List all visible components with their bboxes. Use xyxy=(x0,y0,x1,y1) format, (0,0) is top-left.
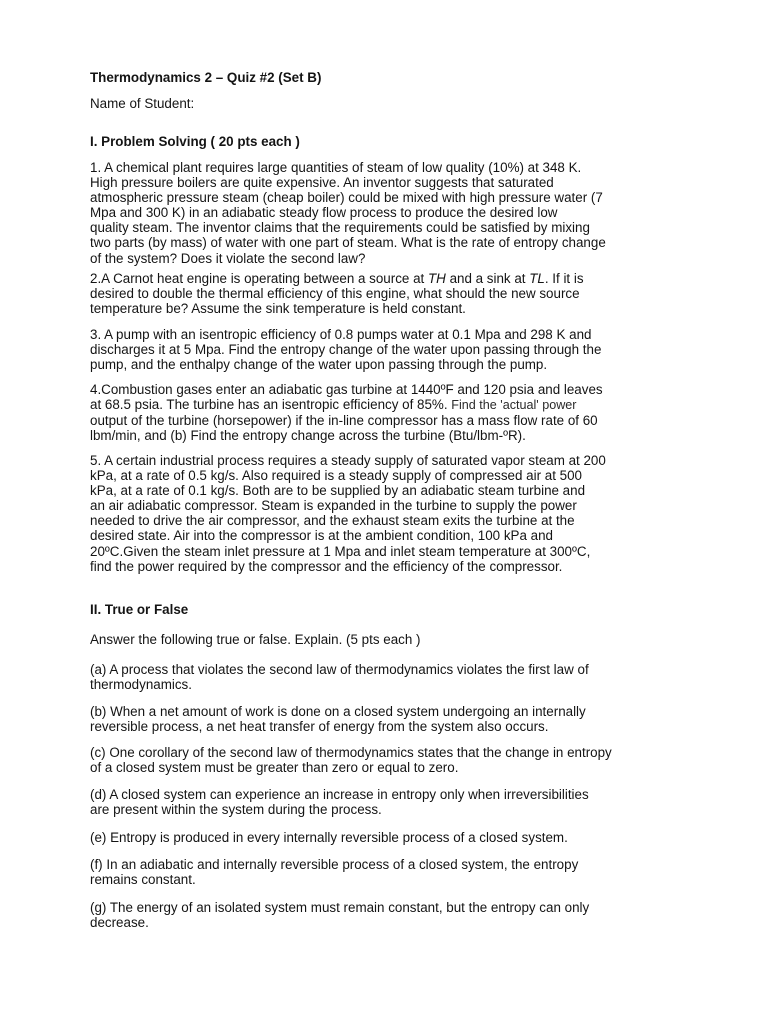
question-4-text: at 68.5 psia. The turbine has an isentropic efficiency of 85%. xyxy=(90,397,452,413)
question-5-line: an air adiabatic compressor. Steam is expanded in the turbine to supply the power xyxy=(90,498,577,514)
question-2-line: temperature be? Assume the sink temperature is held constant. xyxy=(90,301,466,317)
question-2-text: and a sink at xyxy=(445,271,530,286)
question-2-text: . If it is xyxy=(544,271,584,286)
question-5-line: kPa, at a rate of 0.5 kg/s. Also required is a steady supply of compressed air at 500 xyxy=(90,468,583,484)
question-2 xyxy=(90,271,584,316)
true-false-item-d xyxy=(90,787,589,817)
document-title: Thermodynamics 2 – Quiz #2 (Set B) xyxy=(90,70,322,85)
true-false-item-g xyxy=(90,900,589,930)
question-1-line: High pressure boilers are quite expensive. An inventor suggests that saturated xyxy=(90,175,554,191)
true-false-item-e xyxy=(90,830,568,845)
question-5-line: kPa, at a rate of 0.1 kg/s. Both are to be supplied by an adiabatic steam turbine and xyxy=(90,483,586,499)
question-3-line: discharges it at 5 Mpa. Find the entropy change of the water upon passing through the xyxy=(90,342,602,358)
question-5-line: 20ºC.Given the steam inlet pressure at 1 Mpa and inlet steam temperature at 300ºC, xyxy=(90,543,591,559)
section-2-heading: II. True or False xyxy=(90,602,189,617)
true-false-item-c xyxy=(90,745,612,775)
true-false-line: (g) The energy of an isolated system must remain constant, but the entropy can only xyxy=(90,900,590,915)
true-false-line: (c) One corollary of the second law of thermodynamics states that the change in entropy xyxy=(90,745,612,760)
question-2-line xyxy=(90,271,584,286)
question-3 xyxy=(90,327,601,372)
question-1-line: two parts (by mass) of water with one part of steam. What is the rate of entropy change xyxy=(90,235,606,251)
true-false-line: thermodynamics. xyxy=(90,677,192,693)
question-3-line: pump, and the enthalpy change of the water upon passing through the pump. xyxy=(90,357,548,373)
true-false-line: remains constant. xyxy=(90,872,196,888)
question-5-line: 5. A certain industrial process requires a steady supply of saturated vapor steam at 200 xyxy=(90,453,606,468)
question-4 xyxy=(90,382,603,443)
question-5 xyxy=(90,453,606,574)
question-5-line: find the power required by the compressor and the efficiency of the compressor. xyxy=(90,558,563,574)
question-1-line: of the system? Does it violate the second law? xyxy=(90,250,366,266)
question-1-line: Mpa and 300 K) in an adiabatic steady flow process to produce the desired low xyxy=(90,205,558,221)
true-false-instructions: Answer the following true or false. Explain. (5 pts each ) xyxy=(90,632,421,647)
question-5-line: desired state. Air into the compressor is at the ambient condition, 100 kPa and xyxy=(90,528,553,544)
question-1-line: 1. A chemical plant requires large quantities of steam of low quality (10%) at 348 K. xyxy=(90,160,582,175)
question-2-line: desired to double the thermal efficiency of this engine, what should the new source xyxy=(90,286,580,302)
true-false-line: are present within the system during the process. xyxy=(90,802,382,818)
question-4-line: 4.Combustion gases enter an adiabatic gas turbine at 1440ºF and 120 psia and leaves xyxy=(90,382,603,397)
true-false-line: of a closed system must be greater than zero or equal to zero. xyxy=(90,760,459,776)
question-4-line: output of the turbine (horsepower) if the in-line compressor has a mass flow rate of 60 xyxy=(90,413,598,429)
true-false-line: reversible process, a net heat transfer of energy from the system also occurs. xyxy=(90,719,549,735)
source-temperature-symbol: TH xyxy=(427,271,446,286)
question-5-line: needed to drive the air compressor, and the exhaust steam exits the turbine at the xyxy=(90,513,575,529)
true-false-line: decrease. xyxy=(90,915,149,931)
question-4-line: lbm/min, and (b) Find the entropy change across the turbine (Btu/lbm-ºR). xyxy=(90,428,526,444)
question-1-line: atmospheric pressure steam (cheap boiler) could be mixed with high pressure water (7 xyxy=(90,190,603,206)
student-name-line: Name of Student: xyxy=(90,96,195,111)
true-false-line: (d) A closed system can experience an increase in entropy only when irreversibilities xyxy=(90,787,589,802)
true-false-line: (b) When a net amount of work is done on a closed system undergoing an internally xyxy=(90,704,586,719)
section-1-heading: I. Problem Solving ( 20 pts each ) xyxy=(90,134,300,149)
true-false-line: (f) In an adiabatic and internally reversible process of a closed system, the entropy xyxy=(90,857,579,872)
question-1 xyxy=(90,160,606,266)
true-false-item-f xyxy=(90,857,578,887)
question-2-text: 2.A Carnot heat engine is operating between a source at xyxy=(90,271,428,286)
sink-temperature-symbol: TL xyxy=(529,271,545,286)
question-3-line: 3. A pump with an isentropic efficiency of 0.8 pumps water at 0.1 Mpa and 298 K and xyxy=(90,327,592,342)
question-4-text: Find the 'actual' power xyxy=(451,398,577,413)
true-false-line: (a) A process that violates the second law of thermodynamics violates the first law of xyxy=(90,662,589,677)
true-false-item-a xyxy=(90,662,589,692)
true-false-line: (e) Entropy is produced in every internally reversible process of a closed system. xyxy=(90,830,568,845)
true-false-item-b xyxy=(90,704,586,734)
question-1-line: quality steam. The inventor claims that the requirements could be satisfied by mixing xyxy=(90,220,590,236)
question-4-line xyxy=(90,397,603,413)
